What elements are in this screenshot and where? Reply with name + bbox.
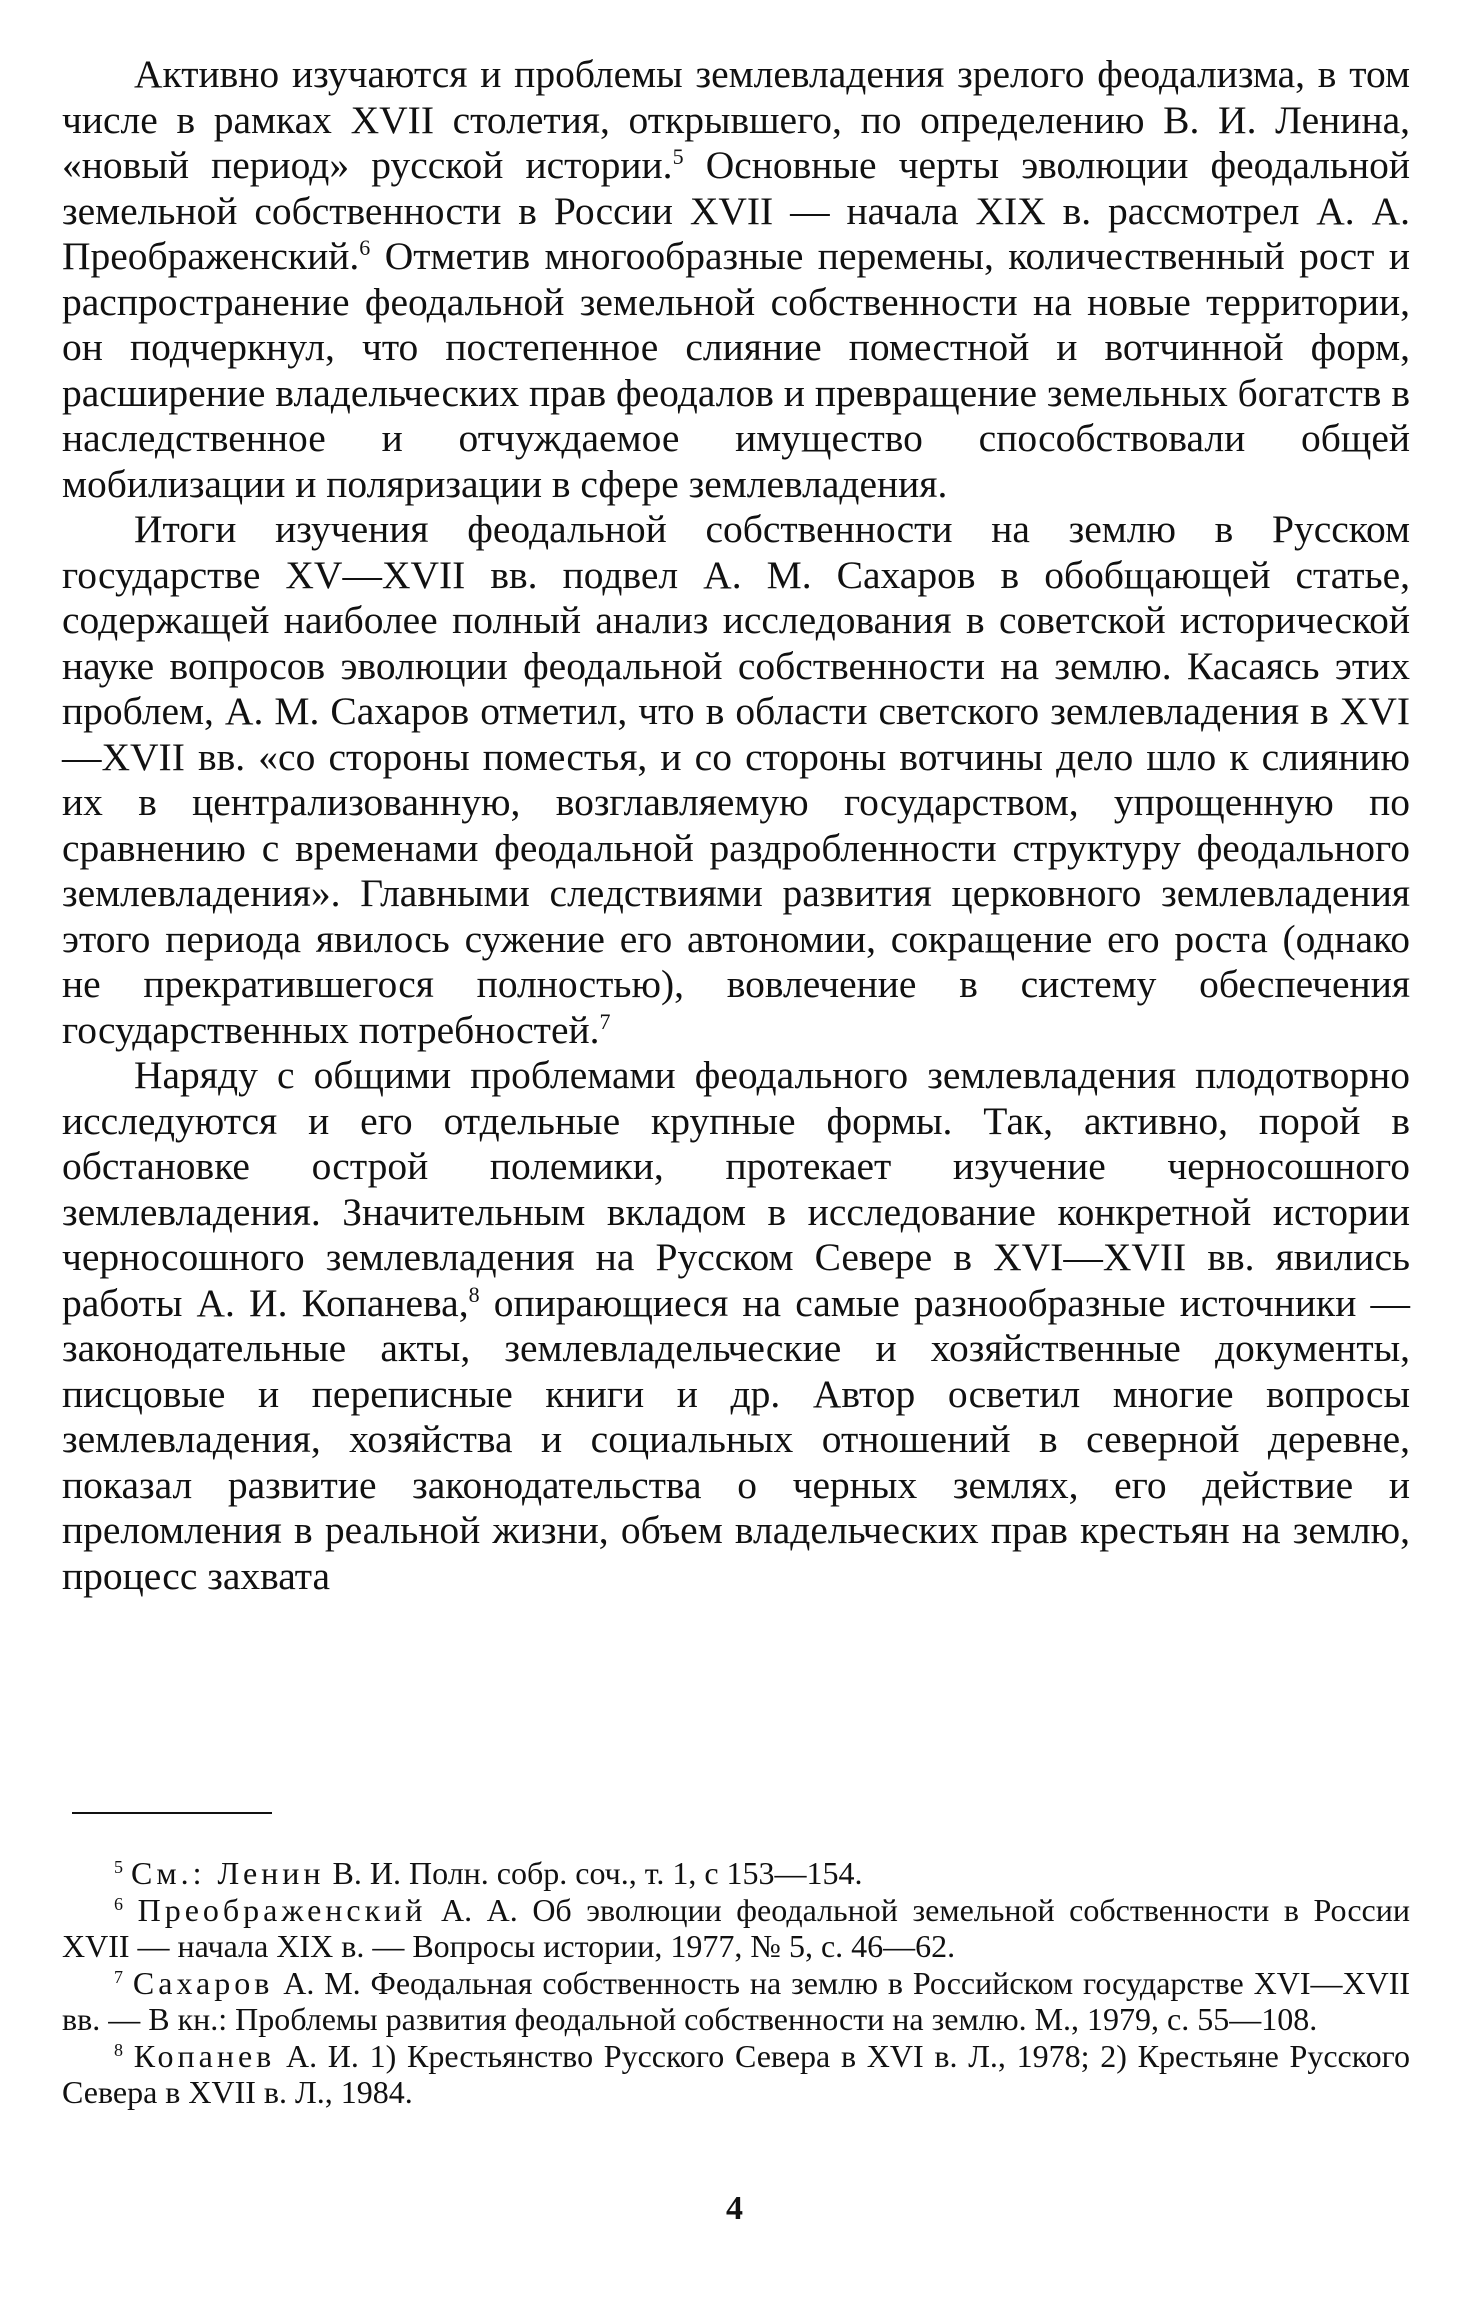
- footnote-text: А. А. Об эволюции феодальной земельной собственности в России XVII — начала XIX в. — Вопросы истории, 1977, № 5, с. 46—62.: [62, 1891, 1411, 1964]
- paragraph-text: Отметив многообразные перемены, количественный рост и распространение феодальной земельной собственности на новые территории, он подчеркнул, что постепенное слияние поместной и вотчинной форм, расширение владельческих прав феодалов и превращение земельных богатств в наследственное и отчуждаемое имущество способствовали общей мобилизации и поляризации в сфере землевладения.: [62, 234, 1410, 506]
- footnote-ref-5[interactable]: 5: [672, 144, 684, 169]
- paragraph-1: [62, 52, 1410, 507]
- footnote-author: Преображенский: [137, 1891, 427, 1928]
- footnote-divider: [72, 1812, 272, 1814]
- footnote-ref-8[interactable]: 8: [468, 1281, 480, 1307]
- paragraph-3: [62, 1053, 1410, 1599]
- paragraph-2: [62, 507, 1410, 1053]
- footnote-number: 8: [114, 2039, 123, 2060]
- paragraph-text: Активно изучаются и проблемы землевладения зрелого феодализма, в том числе в рамках XVII столетия, открывшего, по определению В. И. Ленина, «новый период» русской истории.: [62, 52, 1410, 187]
- footnote-number: 5: [114, 1857, 123, 1877]
- paragraph-text: опирающиеся на самые разнообразные источники — законодательные акты, землевладельческие и хозяйственные документы, писцовые и переписные книги и др. Автор осветил многие вопросы землевладения, хозяйства и социальных отношений в северной деревне, показал развитие законодательства о черных землях, его действие и преломления в реальной жизни, объем владельческих прав крестьян на землю, процесс захвата: [62, 1280, 1410, 1598]
- paragraph-text: Основные черты эволюции феодальной земельной собственности в России XVII — начала XIX в. рассмотрел А. А. Преображенский.: [62, 143, 1410, 278]
- footnote-8: [62, 2038, 1410, 2111]
- paragraph-text: Наряду с общими проблемами феодального землевладения плодотворно исследуются и его отдельные крупные формы. Так, активно, порой в обстановке острой полемики, протекает изучение черносошного землевладения. Значительным вкладом в исследование конкретной истории черносошного землевладения на Русском Севере в XVI—XVII вв. явились работы А. И. Копанева,: [62, 1053, 1410, 1325]
- footnote-5: [62, 1855, 1410, 1892]
- footnote-text: В. И. Полн. собр. соч., т. 1, с 153—154.: [324, 1855, 863, 1891]
- footnote-ref-7[interactable]: 7: [599, 1008, 611, 1034]
- main-text: [62, 52, 1410, 1599]
- footnote-text: А. И. 1) Крестьянство Русского Севера в XVI в. Л., 1978; 2) Крестьяне Русского Севера в XVII в. Л., 1984.: [62, 2037, 1411, 2110]
- footnotes: [62, 1855, 1410, 2111]
- footnote-number: 6: [114, 1893, 123, 1914]
- footnote-author: Копанев: [133, 2037, 276, 2074]
- page-number: 4: [726, 2190, 743, 2227]
- footnote-number: 7: [114, 1966, 123, 1987]
- footnote-text: А. М. Феодальная собственность на землю в Российском государстве XVI—XVII вв. — В кн.: Проблемы развития феодальной собственности на землю. М., 1979, с. 55—108.: [62, 1964, 1411, 2037]
- footnote-7: [62, 1965, 1410, 2038]
- footnote-6: [62, 1892, 1410, 1965]
- footnote-author: См.: Ленин: [131, 1855, 325, 1891]
- footnote-author: Сахаров: [132, 1964, 274, 2001]
- paragraph-text: Итоги изучения феодальной собственности на землю в Русском государстве XV—XVII вв. подвел А. М. Сахаров в обобщающей статье, содержащей наиболее полный анализ исследования в советской исторической науке вопросов эволюции феодальной собственности на землю. Касаясь этих проблем, А. М. Сахаров отметил, что в области светского землевладения в XVI—XVII вв. «со стороны поместья, и со стороны вотчины дело шло к слиянию их в централизованную, возглавляемую государством, упрощенную по сравнению с временами феодальной раздробленности структуру феодального землевладения». Главными следствиями развития церковного землевладения этого периода явилось сужение его автономии, сокращение его роста (однако не прекратившегося полностью), вовлечение в систему обеспечения государственных потребностей.: [62, 507, 1410, 1052]
- footnote-ref-6[interactable]: 6: [359, 235, 371, 260]
